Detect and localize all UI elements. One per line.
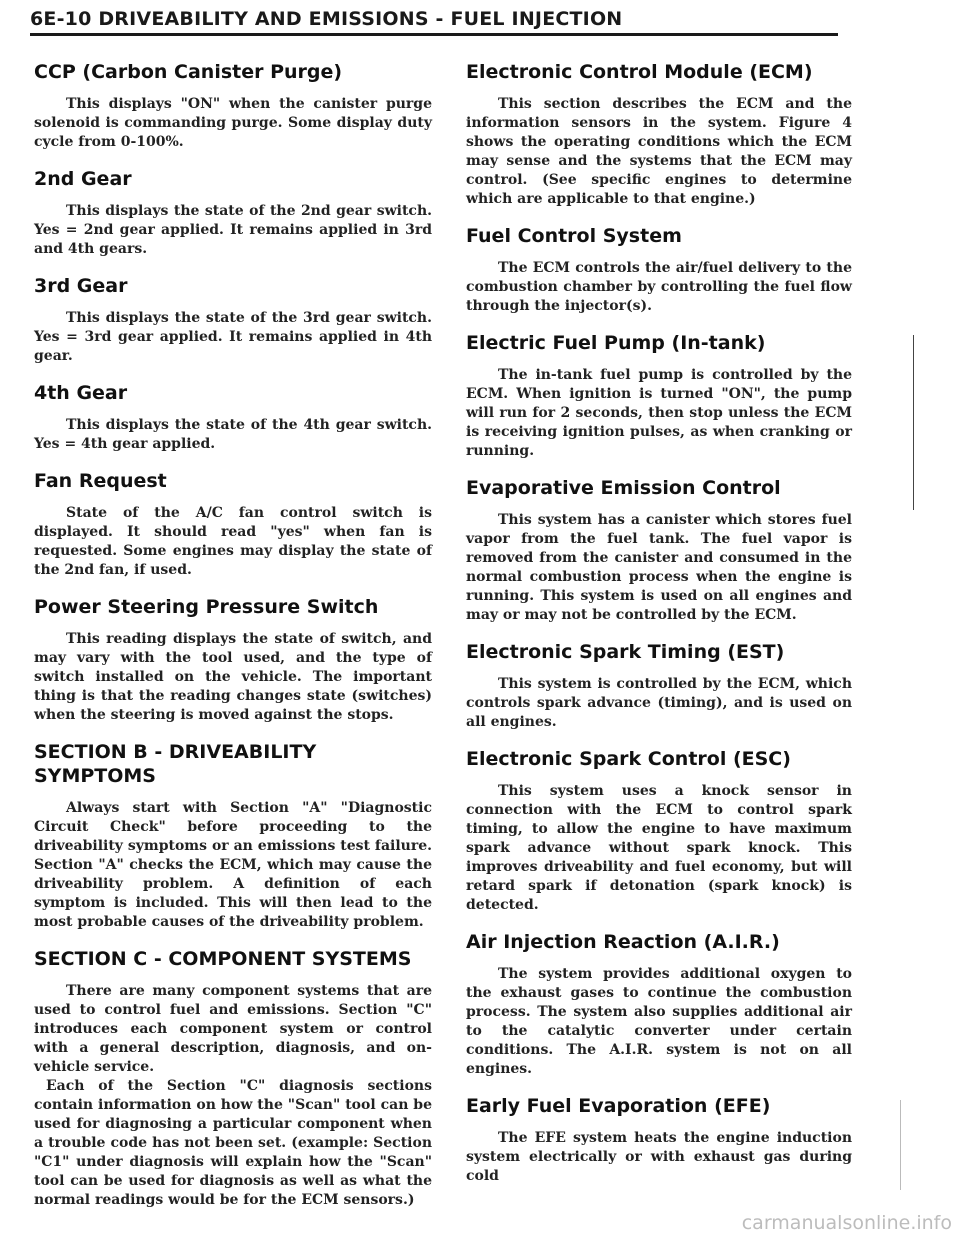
section-heading: Fan Request	[34, 470, 167, 492]
section-heading: SECTION C - COMPONENT SYSTEMS	[34, 948, 412, 970]
section-heading: CCP (Carbon Canister Purge)	[34, 61, 343, 83]
section-paragraph: This displays "ON" when the canister purge solenoid is commanding purge. Some display duty cycle from 0-100%.	[34, 96, 432, 150]
section-paragraph: Always start with Section "A" "Diagnostic Circuit Check" before proceeding to the driveability symptoms or an emissions test failure. Section "A" checks the ECM, which may cause the driveability problem. A definition of each symptom is included. This will then lead to the most probable causes of the driveability problem.	[34, 800, 432, 930]
section-heading: 3rd Gear	[34, 275, 128, 297]
section-c-component	[34, 947, 432, 1210]
section-paragraph: The in-tank fuel pump is controlled by the ECM. When ignition is turned "ON", the pump will run for 2 seconds, then stop unless the ECM is receiving ignition pulses, as when cranking or running.	[466, 367, 852, 459]
section-paragraph: There are many component systems that are used to control fuel and emissions. Section "C" introduces each component system or control with a general description, diagnosis, and on-vehicle service.	[34, 983, 432, 1075]
section-heading: Power Steering Pressure Switch	[34, 596, 379, 618]
section-paragraph: This system uses a knock sensor in connection with the ECM to control spark timing, to allow the engine to have maximum spark advance without spark knock. This improves driveability and fuel economy, but will retard spark if detonation (spark knock) is detected.	[466, 783, 852, 913]
section-power-steering	[34, 595, 432, 725]
margin-mark	[900, 1100, 901, 1190]
section-3rd-gear	[34, 274, 432, 366]
margin-mark	[913, 335, 914, 510]
page-header: 6E-10 DRIVEABILITY AND EMISSIONS - FUEL INJECTION	[30, 8, 623, 30]
section-ccp	[34, 60, 432, 152]
section-evap	[466, 476, 852, 625]
section-heading: Electric Fuel Pump (In-tank)	[466, 332, 766, 354]
watermark-text: carmanualsonline.info	[741, 1212, 952, 1234]
section-heading: Electronic Spark Timing (EST)	[466, 641, 785, 663]
left-column	[34, 60, 432, 1210]
section-paragraph: This displays the state of the 4th gear switch. Yes = 4th gear applied.	[34, 417, 432, 452]
section-paragraph: This system has a canister which stores fuel vapor from the fuel tank. The fuel vapor is removed from the canister and consumed in the normal combustion process when the engine is running. This system is used on all engines and may or may not be controlled by the ECM.	[466, 512, 852, 623]
section-efe	[466, 1094, 852, 1186]
section-ecm	[466, 60, 852, 209]
section-heading: Evaporative Emission Control	[466, 477, 781, 499]
section-heading: Electronic Control Module (ECM)	[466, 61, 813, 83]
section-heading: SECTION B - DRIVEABILITY SYMPTOMS	[34, 741, 317, 787]
section-paragraph: This system is controlled by the ECM, which controls spark advance (timing), and is used on all engines.	[466, 676, 852, 730]
section-4th-gear	[34, 381, 432, 454]
section-b-driveability	[34, 740, 432, 932]
section-fuel-pump	[466, 331, 852, 461]
section-paragraph: This displays the state of the 2nd gear switch. Yes = 2nd gear applied. It remains applied in 3rd and 4th gears.	[34, 203, 432, 257]
section-paragraph: Each of the Section "C" diagnosis sections contain information on how the "Scan" tool can be used for diagnosing a particular component when a trouble code has not been set. (example: Section "C1" under diagnosis will explain how the "Scan" tool can be used for diagnosis as well as what the normal readings would be for the ECM sensors.)	[34, 1078, 432, 1208]
section-heading: 4th Gear	[34, 382, 128, 404]
section-paragraph: This section describes the ECM and the information sensors in the system. Figure 4 shows the operating conditions which the ECM may sense and the systems that the ECM may control. (See specific engines to determine which are applicable to that engine.)	[466, 96, 852, 207]
section-fuel-control	[466, 224, 852, 316]
header-rule	[30, 33, 838, 36]
section-air	[466, 930, 852, 1079]
section-paragraph: The system provides additional oxygen to the exhaust gases to continue the combustion process. The system also supplies additional air to the catalytic converter under certain conditions. The A.I.R. system is not on all engines.	[466, 966, 852, 1077]
section-heading: Fuel Control System	[466, 225, 682, 247]
section-fan-request	[34, 469, 432, 580]
section-2nd-gear	[34, 167, 432, 259]
section-paragraph: The ECM controls the air/fuel delivery to the combustion chamber by controlling the fuel flow through the injector(s).	[466, 260, 852, 314]
section-paragraph: The EFE system heats the engine induction system electrically or with exhaust gas during cold	[466, 1130, 852, 1184]
section-heading: Electronic Spark Control (ESC)	[466, 748, 791, 770]
section-heading: Air Injection Reaction (A.I.R.)	[466, 931, 780, 953]
section-paragraph: This displays the state of the 3rd gear switch. Yes = 3rd gear applied. It remains applied in 4th gear.	[34, 310, 432, 364]
section-paragraph: This reading displays the state of switch, and may vary with the tool used, and the type of switch installed on the vehicle. The important thing is that the reading changes state (switches) when the steering is moved against the stops.	[34, 631, 432, 723]
right-column	[466, 60, 852, 1186]
section-paragraph: State of the A/C fan control switch is displayed. It should read "yes" when fan is requested. Some engines may display the state of the 2nd fan, if used.	[34, 505, 432, 578]
section-esc	[466, 747, 852, 915]
section-heading: 2nd Gear	[34, 168, 132, 190]
section-est	[466, 640, 852, 732]
section-heading: Early Fuel Evaporation (EFE)	[466, 1095, 771, 1117]
